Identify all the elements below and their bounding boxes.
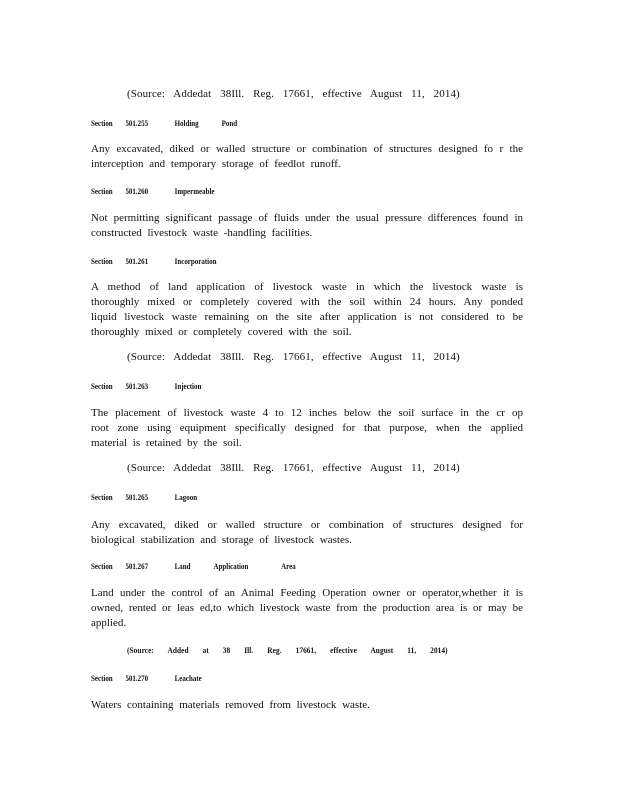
source-note: (Source: Addedat 38Ill. Reg. 17661, effective August 11, 2014): [127, 351, 460, 363]
definition-paragraph: Land under the control of an Animal Feeding Operation owner or operator,whether it is owned, rented or leas ed,to which livestock waste from the production area is or may be applied.: [91, 587, 524, 629]
section-term: Injection: [174, 381, 202, 391]
section-number: 501.270: [125, 673, 149, 683]
section-number: 501.260: [125, 186, 149, 196]
section-term: Area: [281, 561, 296, 571]
section-heading-leachate: [91, 673, 225, 683]
section-term: Application: [213, 561, 249, 571]
section-term: Holding: [174, 118, 199, 128]
section-term: Lagoon: [174, 492, 198, 502]
section-label: Section: [91, 673, 113, 683]
section-label: Section: [91, 561, 113, 571]
definition-paragraph: The placement of livestock waste 4 to 12 inches below the soil surface in the cr op root zone using equipment specifically designed for that purpose, when the applied material is retained by the soil.: [91, 407, 523, 449]
section-label: Section: [91, 186, 113, 196]
section-number: 501.255: [125, 118, 149, 128]
section-term: Impermeable: [174, 186, 215, 196]
section-term: Land: [174, 561, 191, 571]
section-number: 501.267: [125, 561, 149, 571]
definition-paragraph: Any excavated, diked or walled structure or combination of structures designed for biological stabilization and storage of livestock wastes.: [91, 519, 523, 546]
source-note: (Source: Addedat 38Ill. Reg. 17661, effective August 11, 2014): [127, 88, 460, 100]
section-heading-holding-pond: [91, 118, 260, 128]
section-number: 501.263: [125, 381, 149, 391]
section-number: 501.261: [125, 256, 149, 266]
section-term: Pond: [221, 118, 238, 128]
source-note: (Source: Addedat 38Ill. Reg. 17661, effective August 11, 2014): [127, 462, 460, 474]
section-heading-land-application-area: [91, 561, 319, 571]
section-term: Leachate: [174, 673, 202, 683]
section-heading-lagoon: [91, 492, 220, 502]
section-heading-injection: [91, 381, 224, 391]
section-number: 501.265: [125, 492, 149, 502]
source-note: (Source: Added at 38 Ill. Reg. 17661, effective August 11, 2014): [127, 645, 448, 655]
section-label: Section: [91, 118, 113, 128]
section-label: Section: [91, 492, 113, 502]
definition-paragraph: Not permitting significant passage of fluids under the usual pressure differences found in constructed livestock waste -handling facilities.: [91, 212, 523, 239]
section-term: Incorporation: [174, 256, 217, 266]
section-label: Section: [91, 381, 113, 391]
definition-paragraph: Waters containing materials removed from livestock waste.: [91, 699, 370, 711]
section-heading-incorporation: [91, 256, 239, 266]
definition-paragraph: Any excavated, diked or walled structure or combination of structures designed fo r the interception and temporary storage of feedlot runoff.: [91, 143, 523, 170]
section-label: Section: [91, 256, 113, 266]
section-heading-impermeable: [91, 186, 237, 196]
definition-paragraph: A method of land application of livestock waste in which the livestock waste is thoroughly mixed or completely covered with the soil within 24 hours. Any ponded liquid livestock waste remaining on the site after application is not considered to be thoroughly mixed or completely covered with the soil.: [91, 281, 523, 338]
